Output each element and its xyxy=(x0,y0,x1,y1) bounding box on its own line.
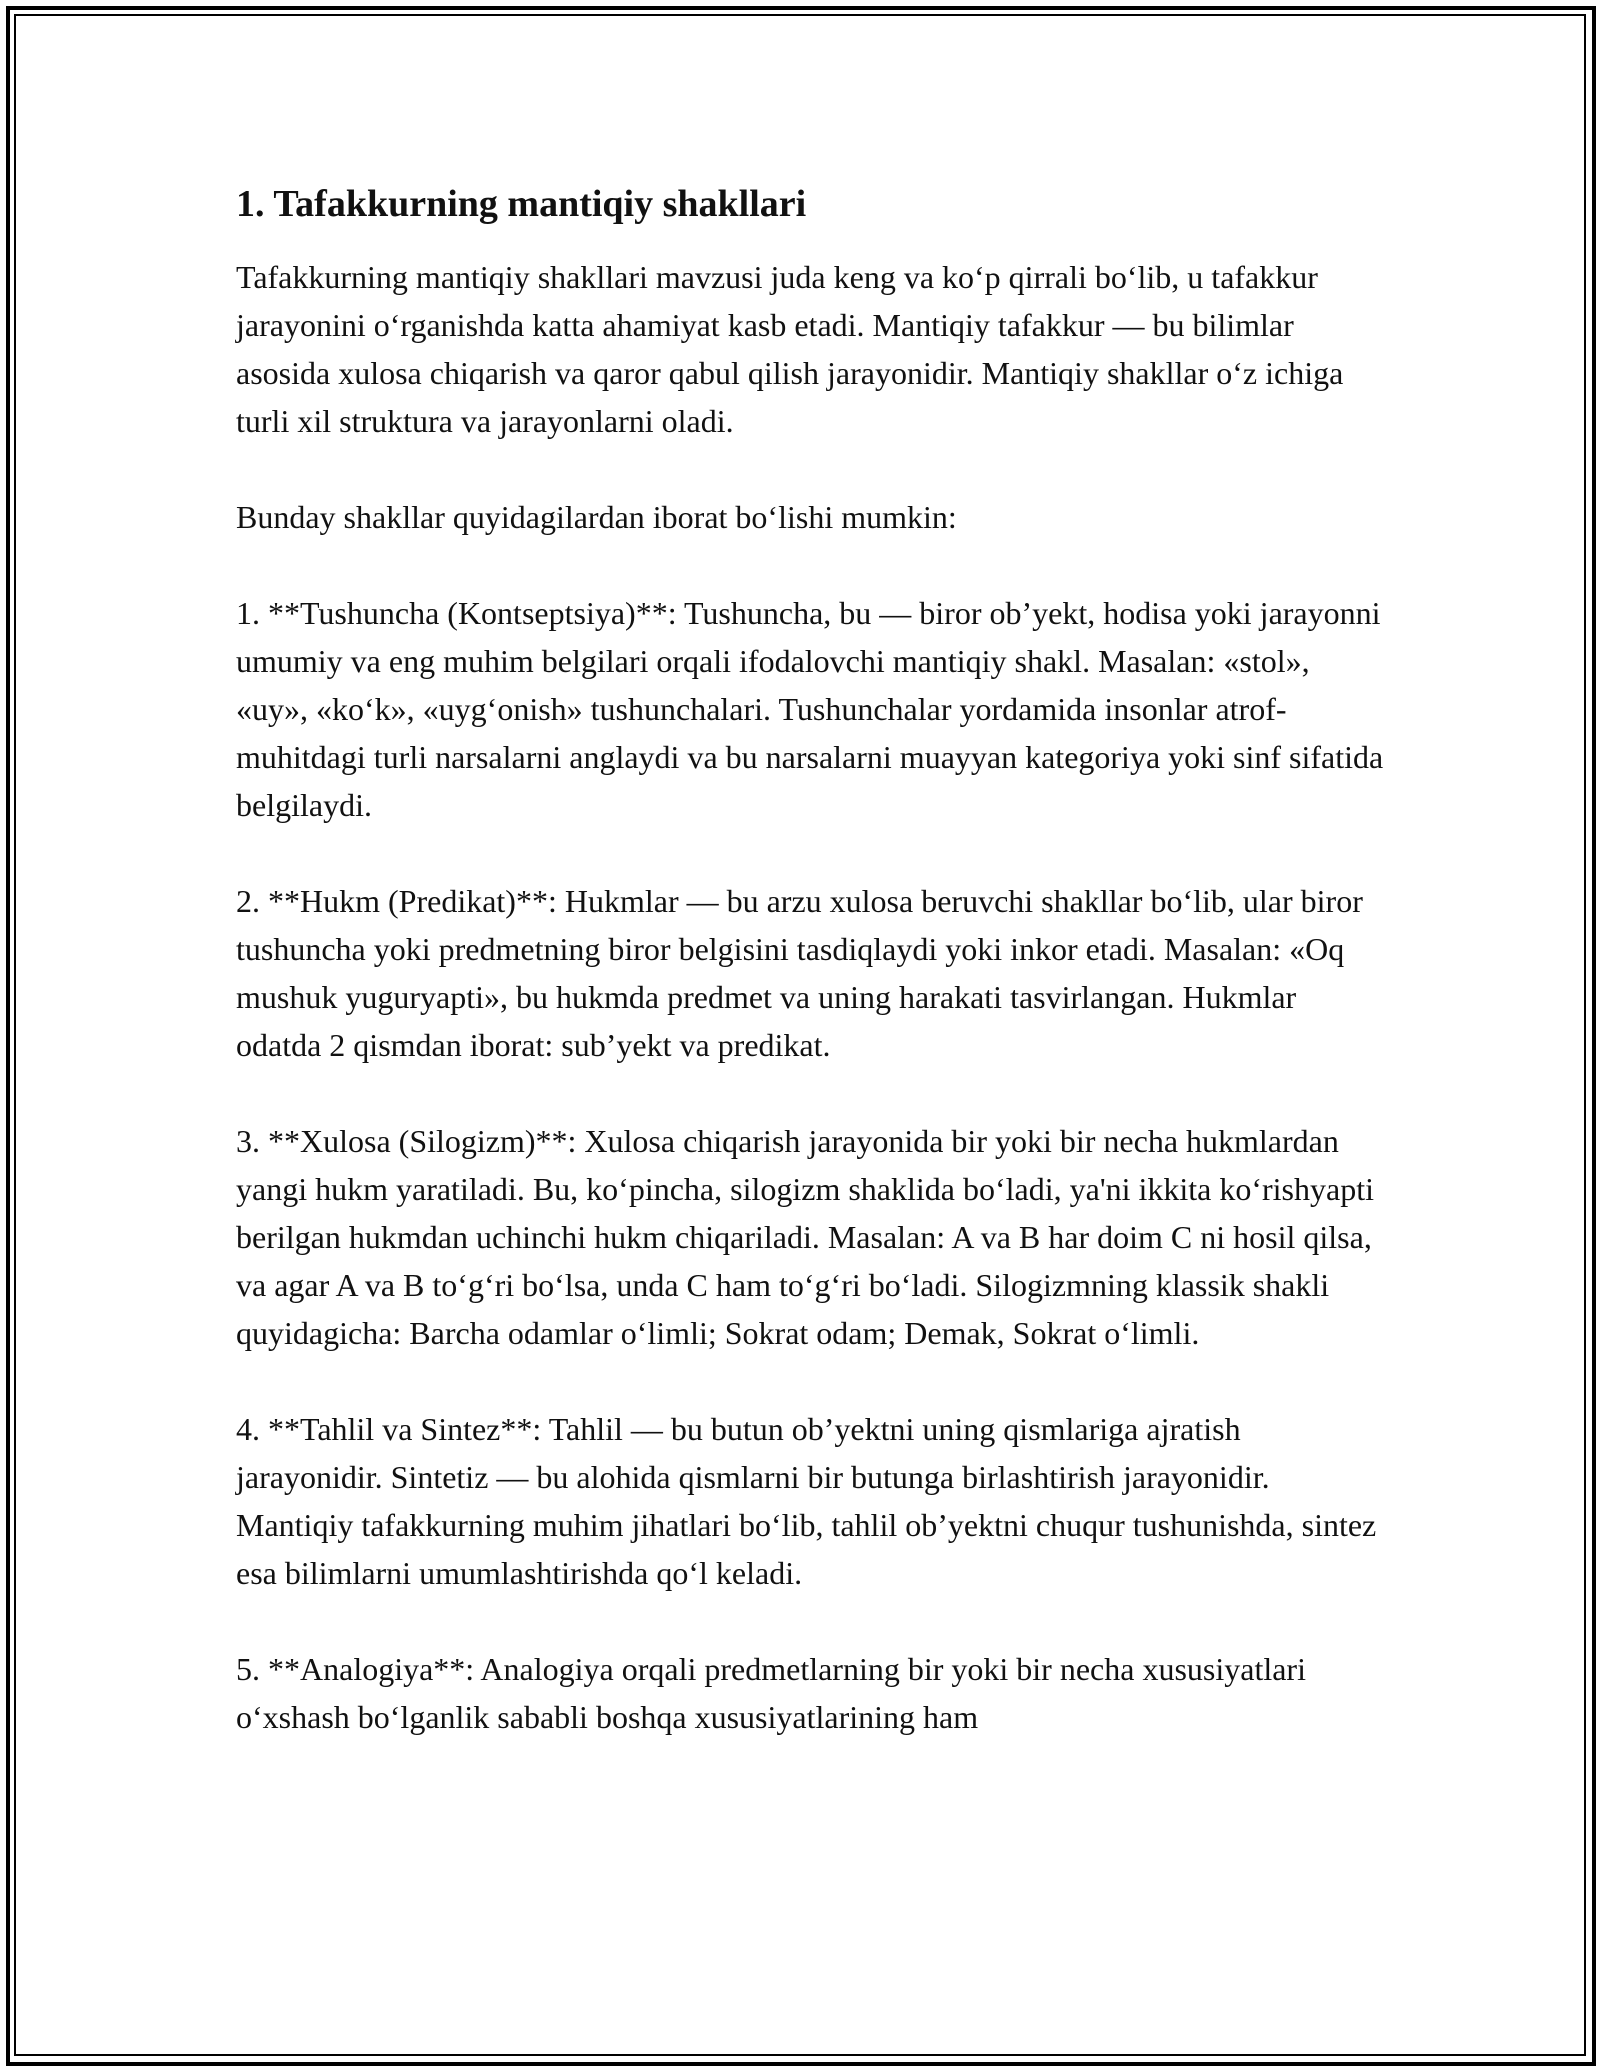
document-title: 1. Tafakkurning mantiqiy shakllari xyxy=(236,183,807,225)
item-tushuncha-paragraph: 1. **Tushuncha (Kontseptsiya)**: Tushuncha, bu — biror ob’yekt, hodisa yoki jarayonni umumiy va eng muhim belgilari orqali ifodalovchi mantiqiy shakl. Masalan: «stol», «uy», «ko‘k», «uyg‘onish» tushunchalari. Tushunchalar yordamida insonlar atrof-muhitdagi turli narsalarni anglaydi va bu narsalarni muayyan kategoriya yoki sinf sifatida belgilaydi. xyxy=(236,595,1384,824)
document-page xyxy=(236,180,1386,1789)
item-xulosa-paragraph: 3. **Xulosa (Silogizm)**: Xulosa chiqarish jarayonida bir yoki bir necha hukmlardan yangi hukm yaratiladi. Bu, ko‘pincha, silogizm shaklida bo‘ladi, ya'ni ikkita ko‘rishyapti berilgan hukmdan uchinchi hukm chiqariladi. Masalan: A va B har doim C ni hosil qilsa, va agar A va B to‘g‘ri bo‘lsa, unda C ham to‘g‘ri bo‘ladi. Silogizmning klassik shakli quyidagicha: Barcha odamlar o‘limli; Sokrat odam; Demak, Sokrat o‘limli. xyxy=(236,1123,1374,1352)
list-intro-paragraph: Bunday shakllar quyidagilardan iborat bo‘lishi mumkin: xyxy=(236,499,957,536)
item-analogiya-paragraph: 5. **Analogiya**: Analogiya orqali predmetlarning bir yoki bir necha xususiyatlari o‘xshash bo‘lganlik sababli boshqa xususiyatlarining ham xyxy=(236,1651,1306,1736)
intro-paragraph: Tafakkurning mantiqiy shakllari mavzusi juda keng va ko‘p qirrali bo‘lib, u tafakkur jarayonini o‘rganishda katta ahamiyat kasb etadi. Mantiqiy tafakkur — bu bilimlar asosida xulosa chiqarish va qaror qabul qilish jarayonidir. Mantiqiy shakllar o‘z ichiga turli xil struktura va jarayonlarni oladi. xyxy=(236,259,1344,440)
item-tahlil-sintez-paragraph: 4. **Tahlil va Sintez**: Tahlil — bu butun ob’yektni uning qismlariga ajratish jarayonidir. Sintetiz — bu alohida qismlarni bir butunga birlashtirish jarayonidir. Mantiqiy tafakkurning muhim jihatlari bo‘lib, tahlil ob’yektni chuqur tushunishda, sintez esa bilimlarni umumlashtirishda qo‘l keladi. xyxy=(236,1411,1377,1592)
item-hukm-paragraph: 2. **Hukm (Predikat)**: Hukmlar — bu arzu xulosa beruvchi shakllar bo‘lib, ular biror tushuncha yoki predmetning biror belgisini tasdiqlaydi yoki inkor etadi. Masalan: «Oq mushuk yuguryapti», bu hukmda predmet va uning harakati tasvirlangan. Hukmlar odatda 2 qismdan iborat: sub’yekt va predikat. xyxy=(236,883,1363,1064)
